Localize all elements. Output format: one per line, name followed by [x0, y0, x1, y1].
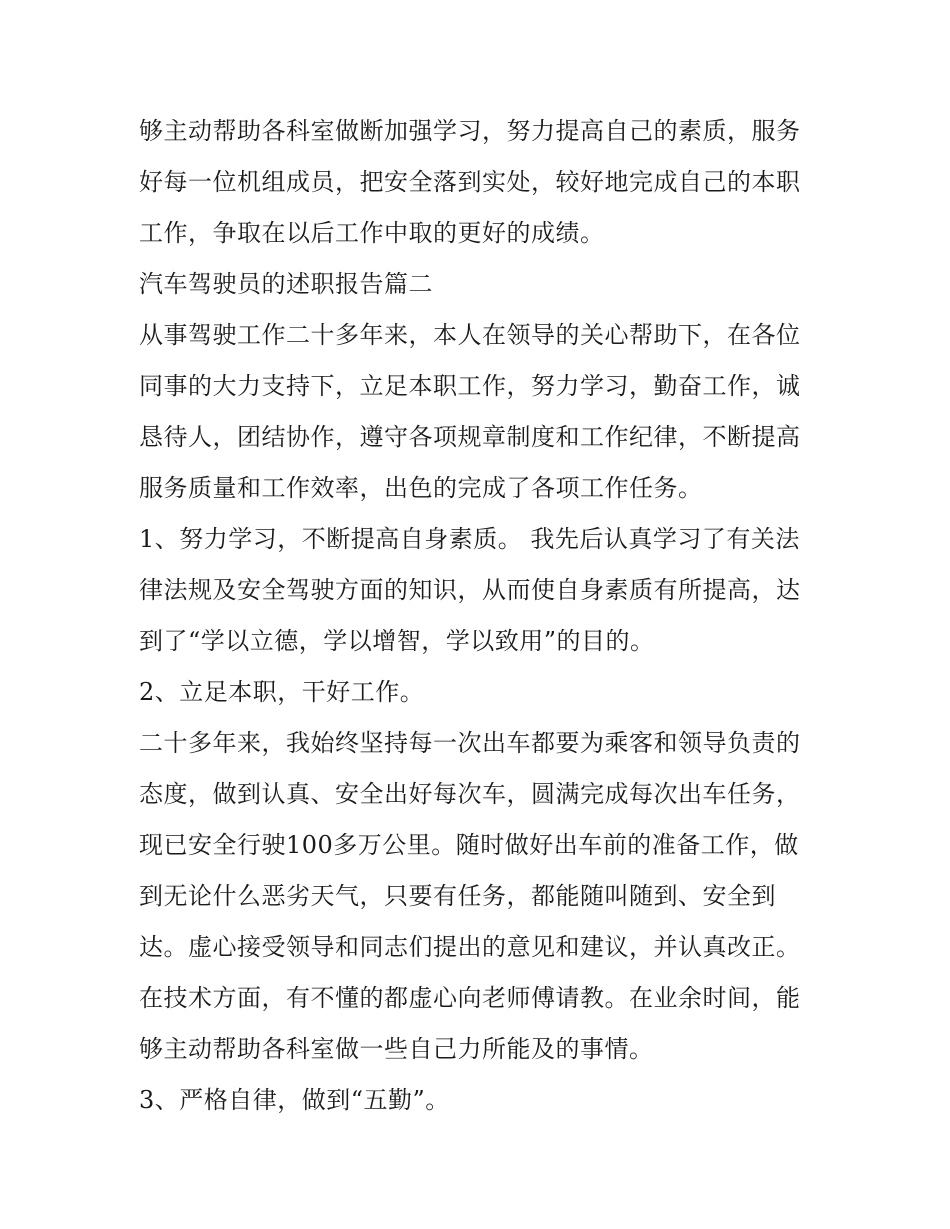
text-line-7: 恳待人，团结协作，遵守各项规章制度和工作纪律，不断提高	[139, 423, 801, 451]
text-line-18: 在技术方面，有不懂的都虚心向老师傅请教。在业余时间，能	[139, 984, 801, 1012]
text-line-16: 到无论什么恶劣天气，只要有任务，都能随叫随到、安全到	[139, 882, 776, 910]
list-item-3: 3、严格自律，做到“五勤”。	[139, 1086, 450, 1114]
section-heading: 汽车驾驶员的述职报告篇二	[139, 270, 433, 298]
text-line-11: 到了“学以立德，学以增智，学以致用”的目的。	[139, 627, 655, 655]
text-line-2: 好每一位机组成员，把安全落到实处，较好地完成自己的本职	[139, 168, 801, 196]
text-line-5: 从事驾驶工作二十多年来，本人在领导的关心帮助下，在各位	[139, 321, 801, 349]
list-item-2: 2、立足本职，干好工作。	[139, 678, 425, 706]
text-line-19: 够主动帮助各科室做一些自己力所能及的事情。	[139, 1035, 654, 1063]
text-line-3: 工作，争取在以后工作中取的更好的成绩。	[139, 219, 605, 247]
text-line-8: 服务质量和工作效率，出色的完成了各项工作任务。	[139, 474, 703, 502]
text-line-15: 现已安全行驶100多万公里。随时做好出车前的准备工作，做	[139, 831, 799, 859]
text-line-10: 律法规及安全驾驶方面的知识，从而使自身素质有所提高，达	[139, 576, 801, 604]
text-line-14: 态度，做到认真、安全出好每次车，圆满完成每次出车任务，	[139, 780, 801, 808]
text-line-13: 二十多年来，我始终坚持每一次出车都要为乘客和领导负责的	[139, 729, 801, 757]
text-line-6: 同事的大力支持下，立足本职工作，努力学习，勤奋工作，诚	[139, 372, 801, 400]
text-line-17: 达。虚心接受领导和同志们提出的意见和建议，并认真改正。	[139, 933, 801, 961]
text-line-1: 够主动帮助各科室做断加强学习，努力提高自己的素质，服务	[139, 117, 801, 145]
document-body	[139, 106, 819, 1126]
list-item-1: 1、努力学习，不断提高自身素质。 我先后认真学习了有关法	[139, 525, 800, 553]
